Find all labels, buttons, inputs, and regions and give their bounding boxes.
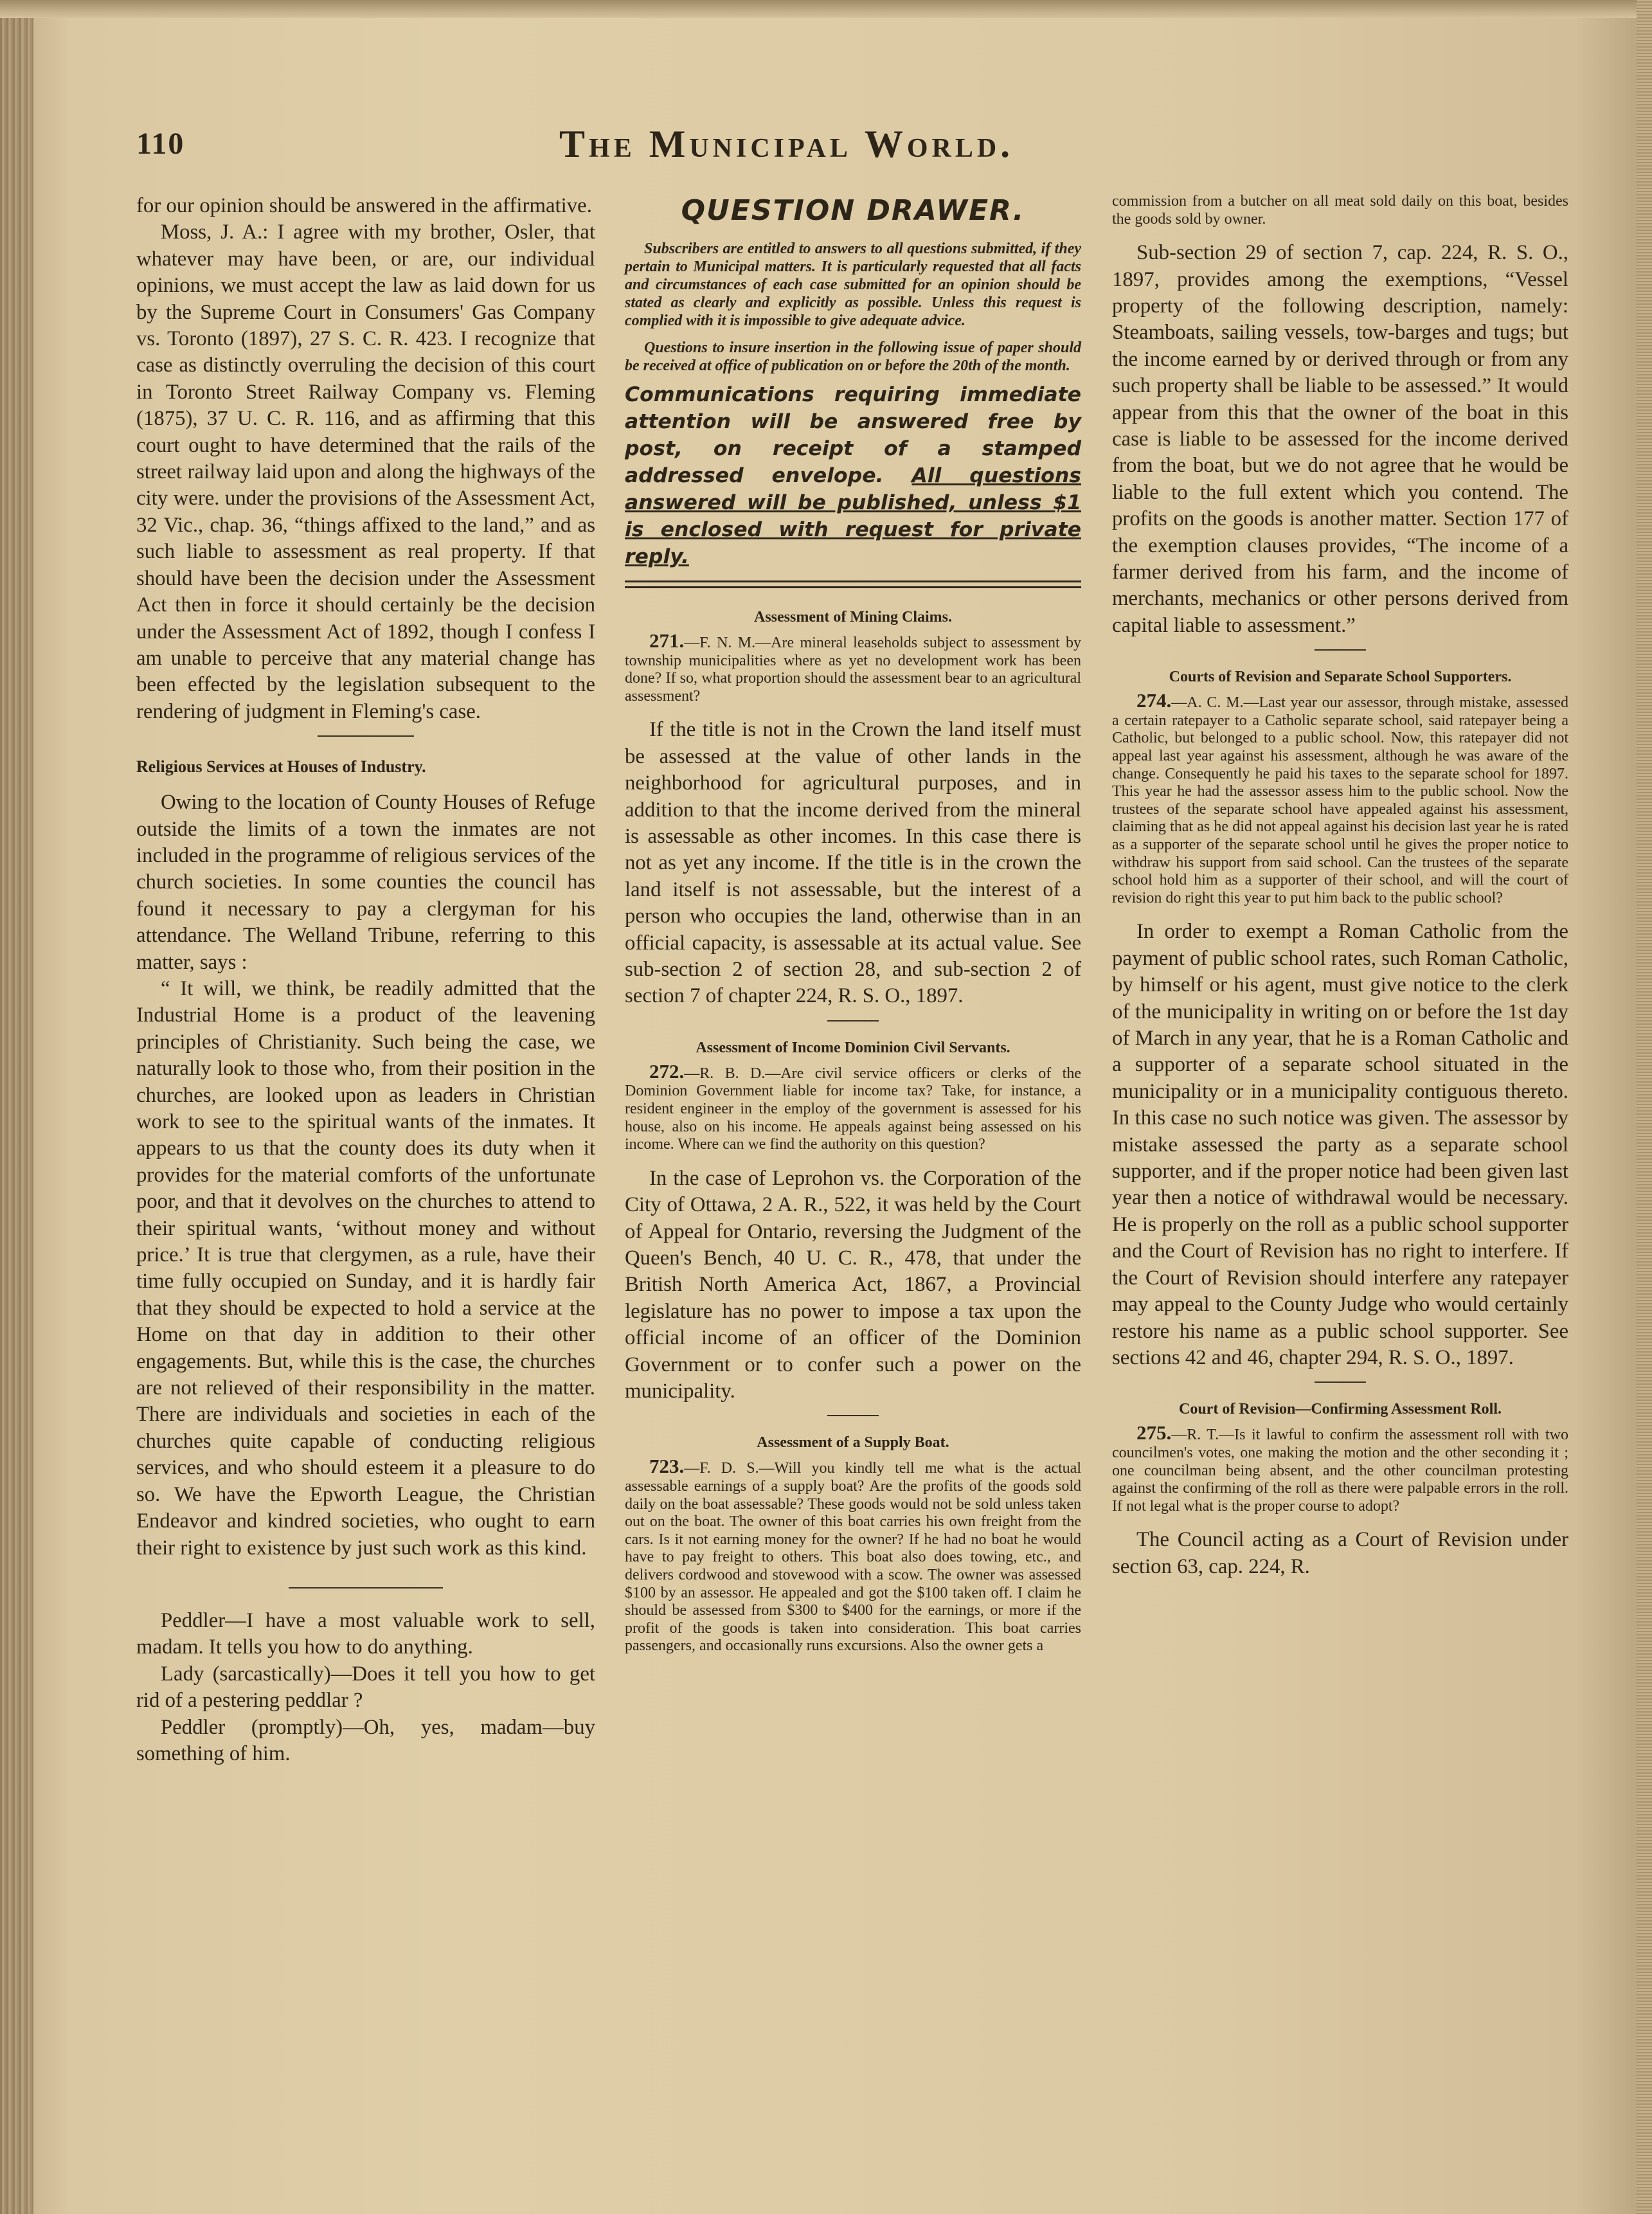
section-heading: Religious Services at Houses of Industry. (136, 757, 426, 777)
question-number: 723. (649, 1455, 685, 1478)
question-text: —A. C. M.—Last year our assessor, through mistake, assessed a certain ratepayer to a Catholic separate school, said ratepayer being a Catholic, but belonged to a public school. Now, this ratepayer did not appeal last year against his assessment, although he was aware of the change. Consequently he paid his taxes to the separate school for 1897. This year he had the assessor assess him to the public school. Now the trustees of the separate school have appealed against his assessment, claiming that as he did not appeal against his decision last year he is rated as a supporter of the separate school until he gives the proper notice to withdraw his support from said school. Can the trustees of the separate school hold him as a supporter of their school, and will the court of revision do right this year to put him back to the public school? (1112, 694, 1568, 906)
question-continued: commission from a butcher on all meat sold daily on this boat, besides the goods sold by owner. (1112, 193, 1568, 228)
bold-notice-part: Communications requiring immediate attention will be answered free by post, on receipt of a stamped addressed envelope. (625, 383, 1081, 487)
divider (318, 735, 414, 737)
page-top-shadow (0, 0, 1652, 18)
column-left (136, 193, 595, 1767)
question-text: —F. N. M.—Are mineral leaseholds subject to assessment by township municipalities where as yet no development work has been done? If so, what proportion should the assessment bear to an agricultural assessment? (625, 634, 1081, 705)
page-edge (1637, 0, 1652, 2214)
divider (1315, 1382, 1366, 1383)
answer: The Council acting as a Court of Revision under section 63, cap. 224, R. (1112, 1528, 1568, 1578)
paragraph: for our opinion should be answered in the affirmative. (136, 194, 592, 217)
bold-notice-underlined: All questions answered will be published, unless $1 is enclosed with request for private reply. (625, 464, 1081, 568)
question-heading: Assessment of Income Dominion Civil Servants. (696, 1039, 1010, 1056)
paragraph: “ It will, we think, be readily admitted that the Industrial Home is a product of the leavening principles of Christianity. Such being the case, we naturally look to those who, from their position in the churches, are looked upon as leaders in Christian work to see to the spiritual wants of the inmates. It appears to us that the county does its duty when it provides for the material comforts of the unfortunate poor, and that it devolves on the churches to attend to their spiritual wants, ‘without money and without price.’ It is true that clergymen, as a rule, have their time fully occupied on Sunday, and it is hardly fair that they should be expected to hold a service at the Home on that day in addition to their other engagements. But, while this is the case, the churches are not relieved of their responsibility in the matter. There are individuals and societies in each of the churches quite capable of conducting religious services, and who should esteem it a pleasure to do so. We have the Epworth League, the Christian Endeavor and kindred societies, who ought to earn their right to existence by just such work as this kind. (136, 977, 595, 1560)
double-rule (625, 580, 1081, 588)
question-heading: Court of Revision—Confirming Assessment Roll. (1179, 1401, 1502, 1418)
question (625, 1059, 1081, 1154)
column-right (1112, 193, 1568, 1580)
page-number: 110 (136, 127, 185, 161)
question-heading: Assessment of Mining Claims. (753, 609, 952, 626)
question-number: 274. (1136, 689, 1172, 712)
divider (289, 1587, 443, 1589)
spacer (1112, 1515, 1568, 1527)
spacer (625, 705, 1081, 717)
answer: If the title is not in the Crown the land itself must be assessed at the value of other lands in the neighborhood for agricultural purposes, and in addition to that the income derived from the mineral is assessable as other incomes. In this case there is not as yet any income. If the title is in the crown the land itself is not assessable, but the interest of a person who occupies the land, otherwise than in an official capacity, is assessable at its actual value. See sub-section 2 of section 28, and sub-section 2 of section 7 of chapter 224, R. S. O., 1897. (625, 718, 1081, 1008)
question-text: —R. T.—Is it lawful to confirm the assessment roll with two councilmen's votes, one making the motion and the other seconding it ; one councilman being absent, and the other councilman protesting against the confirming of the roll as there were palpable errors in the roll. If not legal what is the proper course to adopt? (1112, 1426, 1568, 1515)
paragraph: Lady (sarcastically)—Does it tell you how to get rid of a pestering peddlar ? (136, 1662, 595, 1713)
question (625, 1457, 1081, 1655)
question-number: 272. (649, 1059, 685, 1083)
spacer (1112, 228, 1568, 240)
question-heading: Assessment of a Supply Boat. (757, 1434, 949, 1452)
question-number: 275. (1136, 1421, 1172, 1444)
book-spine (0, 0, 33, 2214)
answer: Sub-section 29 of section 7, cap. 224, R. S. O., 1897, provides among the exemptions, “Vessel property of the following description, namely: Steamboats, sailing vessels, tow-barges and tugs; but the income earned by or derived through or from any such property shall be liable to be assessed.” It would appear from this that the owner of the boat in this case is liable to be assessed for the income derived from the boat, but we do not agree that he would be liable to the full extent which you contend. The profits on the goods is another matter. Section 177 of the exemption clauses provides, “The income of a farmer derived from his farm, and the income of merchants, mechanics or other persons derived from capital liable to assessment.” (1112, 241, 1568, 637)
bold-notice (625, 381, 1081, 570)
question (1112, 689, 1568, 907)
paragraph: Peddler (promptly)—Oh, yes, madam—buy something of him. (136, 1715, 595, 1765)
paragraph: Owing to the location of County Houses of Refuge outside the limits of a town the inmates are not included in the programme of religious services of the church societies. In some counties the council has found it necessary to pay a clergyman for his attendance. The Welland Tribune, referring to this matter, says : (136, 791, 595, 974)
spacer (625, 1154, 1081, 1166)
question (1112, 1421, 1568, 1515)
divider (827, 1415, 879, 1416)
section-title: QUESTION DRAWER. (681, 194, 1025, 227)
question-text: —F. D. S.—Will you kindly tell me what is the actual assessable earnings of a supply boat? Are the profits of the goods sold daily on the boat assessable? These goods would not be sold unless taken out on the boat. The owner of this boat carries his own freight from the cars. Is it not earning money for the owner? If he had no boat he would have to pay freight to others. This boat also does towing, etc., and delivers cordwood and stovewood with a scow. The owner was assessed $100 by an assessor. He appealed and got the $100 taken off. I claim he should be assessed from $300 to $400 for the earnings, or more if the profit of the goods is taken into consideration. This boat carries passengers, and occasionally runs excursions. Also the owner gets a (625, 1460, 1081, 1655)
spacer (1112, 907, 1568, 919)
paragraph: Peddler—I have a most valuable work to sell, madam. It tells you how to do anything. (136, 1608, 595, 1659)
question-heading: Courts of Revision and Separate School Supporters. (1169, 669, 1512, 686)
answer: In the case of Leprohon vs. the Corporation of the City of Ottawa, 2 A. R., 522, it was held by the Court of Appeal for Ontario, reversing the Judgment of the Queen's Bench, 40 U. C. R., 478, that under the British North America Act, 1867, a Provincial legislature has no power to impose a tax upon the official income of an officer of the Dominion Government or to confer such a power on the municipality. (625, 1166, 1081, 1403)
divider (1315, 649, 1366, 651)
question-number: 271. (649, 629, 685, 652)
paragraph: Moss, J. A.: I agree with my brother, Osler, that whatever may have been, or are, our individual opinions, we must accept the law as laid down for us by the Supreme Court in Consumers' Gas Company vs. Toronto (1897), 27 S. C. R. 423. I recognize that case as distinctly overruling the decision of this court in Toronto Street Railway Company vs. Fleming (1875), 37 U. C. R. 116, and as affirming that this court ought to have determined that the rails of the street railway laid upon and along the highways of the city were. under the provisions of the Assessment Act, 32 Vic., chap. 36, “things affixed to the land,” and as such liable to assessment as real property. If that should have been the decision under the Assessment Act then in force it should certainly be the decision under the Assessment Act of 1892, though I confess I am unable to perceive that any material change has been effected by the legislation subsequent to the rendering of judgment in Fleming's case. (136, 221, 595, 723)
divider (827, 1020, 879, 1022)
notice: Questions to insure insertion in the following issue of paper should be received at office of publication on or before the 20th of the month. (625, 339, 1081, 374)
question (625, 629, 1081, 705)
column-middle (625, 193, 1081, 1655)
notice: Subscribers are entitled to answers to all questions submitted, if they pertain to Municipal matters. It is particularly requested that all facts and circumstances of each case submitted for an opinion should be stated as clearly and explicitly as possible. Unless this request is complied with it is impossible to give adequate advice. (625, 240, 1081, 329)
answer: In order to exempt a Roman Catholic from the payment of public school rates, such Roman Catholic, by himself or his agent, must give notice to the clerk of the municipality in writing on or before the 1st day of March in any year, that he is a Roman Catholic and a supporter of a separate school situated in the municipality or in a municipality contiguous thereto. In this case no such notice was given. The assessor by mistake assessed the party as a separate school supporter, and if the proper notice had been given last year then a notice of withdrawal would be necessary. He is properly on the roll as a public school supporter and the Court of Revision has no right to interfere. If the Court of Revision should interfere any ratepayer may appeal to the County Judge who would certainly restore his name as a public school supporter. See sections 42 and 46, chapter 294, R. S. O., 1897. (1112, 920, 1568, 1369)
question-text: —R. B. D.—Are civil service officers or clerks of the Dominion Government liable for income tax? Take, for instance, a resident engineer in the employ of the government is assessed for his house, also on his income. He appeals against being assessed on his income. Where can we find the authority on this question? (625, 1065, 1081, 1153)
running-title: The Municipal World. (559, 123, 1014, 165)
